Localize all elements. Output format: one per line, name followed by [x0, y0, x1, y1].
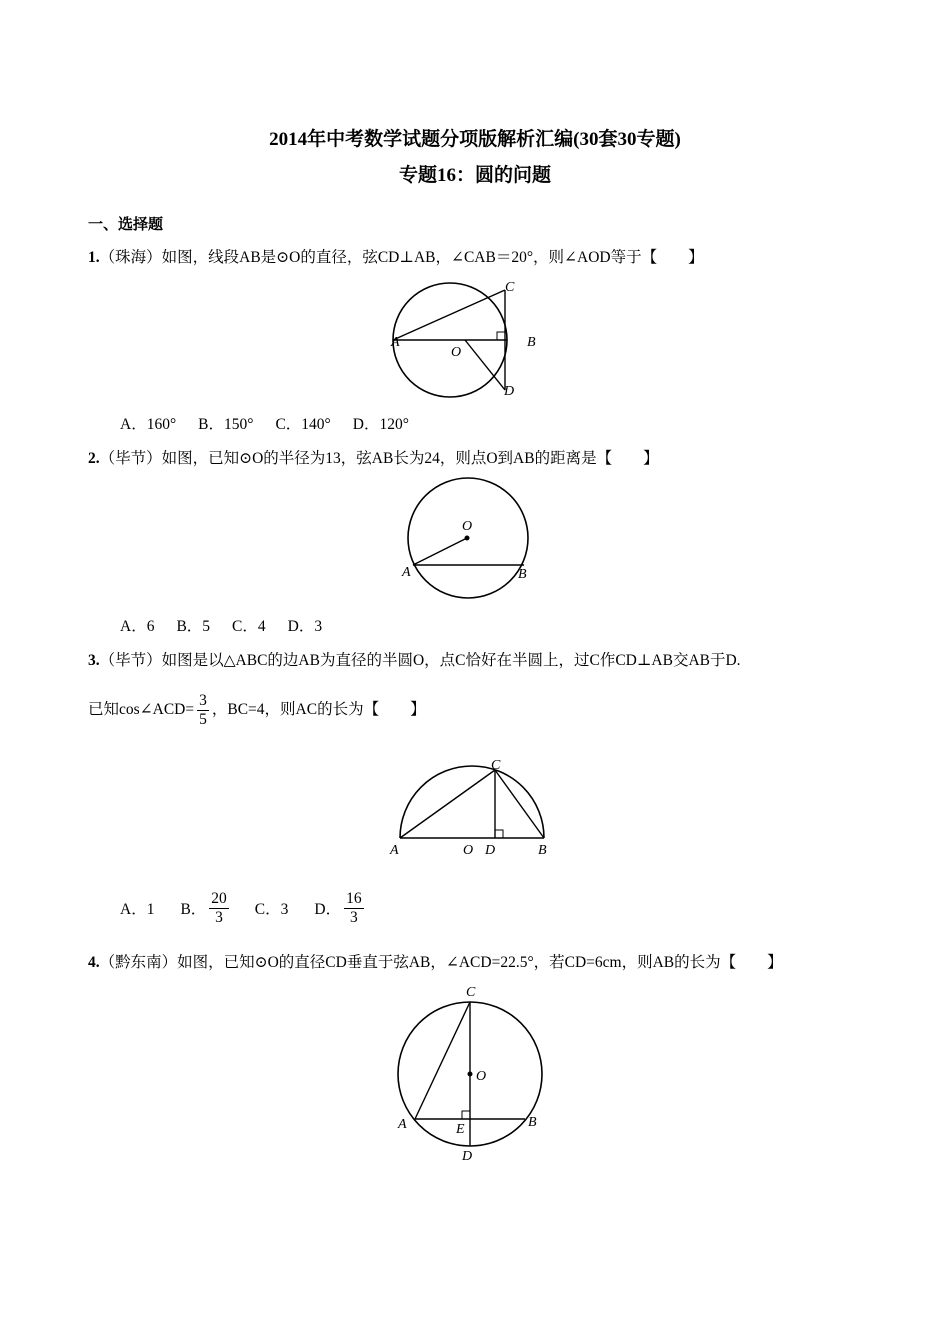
q3-frac-denominator: 5 [199, 710, 207, 728]
q3-option-b-label: B． [180, 901, 207, 919]
q2-label-b: B [518, 567, 527, 582]
q2-option-d: D．3 [287, 618, 323, 635]
question-4 [88, 950, 783, 972]
q1-label-o: O [451, 345, 462, 360]
question-2 [88, 446, 659, 468]
q2-option-b: B．5 [176, 618, 211, 635]
question-3-number: 3. [88, 652, 100, 669]
q2-label-a: A [402, 565, 411, 580]
q1-label-b: B [527, 335, 536, 350]
q4-label-d: D [462, 1149, 473, 1164]
document-title: 2014年中考数学试题分项版解析汇编(30套30专题) [269, 129, 681, 150]
q3-option-b-numerator: 20 [211, 890, 227, 907]
figure-q3-semicircle [388, 756, 563, 860]
q4-right-angle-mark [462, 1111, 470, 1119]
question-1 [88, 245, 704, 267]
q3-option-c: C．3 [254, 901, 289, 919]
q3-label-b: B [538, 843, 547, 858]
q3-segment-bc [495, 770, 544, 838]
q2-radius-oa [413, 538, 467, 565]
q3-option-d-denominator: 3 [349, 908, 358, 926]
q1-option-c: C．140° [275, 416, 331, 433]
q4-label-c: C [466, 985, 476, 1000]
q1-label-a: A [391, 335, 400, 350]
q3-option-a: A．1 [120, 901, 155, 919]
question-2-number: 2. [88, 450, 100, 467]
question-4-text: （黔东南）如图，已知⊙O的直径CD垂直于弦AB，∠ACD=22.5°，若CD=6cm，则AB的长为【 】 [99, 954, 783, 971]
figure-q1-circle [387, 276, 567, 400]
q4-label-b: B [528, 1115, 537, 1130]
q3-cos-prefix: 已知cos∠ACD= [88, 700, 195, 718]
q3-label-d: D [485, 843, 496, 858]
q1-option-a: A．160° [120, 416, 177, 433]
question-1-text: （珠海）如图，线段AB是⊙O的直径，弦CD⊥AB，∠CAB＝20°，则∠AOD等于【 】 [99, 249, 704, 266]
q3-right-angle-mark [495, 830, 503, 838]
question-2-text: （毕节）如图，已知⊙O的半径为13，弦AB长为24，则点O到AB的距离是【 】 [99, 450, 659, 467]
q3-option-b-fraction [209, 890, 229, 927]
question-1-number: 1. [88, 249, 100, 266]
question-4-number: 4. [88, 954, 100, 971]
q1-segment-od [465, 340, 505, 390]
q1-option-b: B．150° [198, 416, 254, 433]
question-3-text: （毕节）如图是以△ABC的边AB为直径的半圆O，点C恰好在半圆上，过C作CD⊥AB交AB于D. [99, 652, 741, 669]
q3-frac-numerator: 3 [199, 692, 207, 709]
figure-q4-circle [390, 980, 560, 1162]
q3-cos-suffix: ，BC=4，则AC的长为【 】 [211, 700, 426, 718]
q2-option-c: C．4 [232, 618, 266, 635]
question-3 [88, 648, 741, 670]
q3-semicircle-arc [400, 766, 544, 838]
document-subtitle: 专题16：圆的问题 [398, 165, 551, 186]
q2-option-a: A．6 [120, 618, 155, 635]
question-3-options [120, 890, 367, 927]
q1-label-c: C [505, 280, 515, 295]
question-1-options [120, 412, 431, 434]
q2-label-o: O [462, 519, 473, 534]
q3-label-o: O [463, 843, 474, 858]
q1-label-d: D [504, 384, 515, 399]
q4-center-dot [468, 1072, 473, 1077]
figure-q2-circle [398, 478, 548, 604]
q3-cos-fraction [197, 692, 209, 729]
q3-option-d-label: D． [314, 901, 342, 919]
question-3-line2 [88, 692, 426, 729]
q1-segment-ac [393, 290, 505, 340]
q4-label-a: A [398, 1117, 407, 1132]
q4-label-e: E [456, 1122, 465, 1137]
q1-right-angle-mark [497, 332, 505, 340]
q2-center-dot [465, 536, 470, 541]
q3-label-a: A [390, 843, 399, 858]
q3-option-d-fraction [344, 890, 364, 927]
q3-option-b-denominator: 3 [215, 908, 223, 926]
q4-label-o: O [476, 1069, 487, 1084]
section-heading: 一、选择题 [88, 217, 164, 233]
q3-option-d-numerator: 16 [346, 890, 362, 907]
q3-segment-ac [400, 770, 495, 838]
q3-label-c: C [491, 758, 501, 773]
question-2-options [120, 614, 344, 636]
q1-option-d: D．120° [352, 416, 409, 433]
